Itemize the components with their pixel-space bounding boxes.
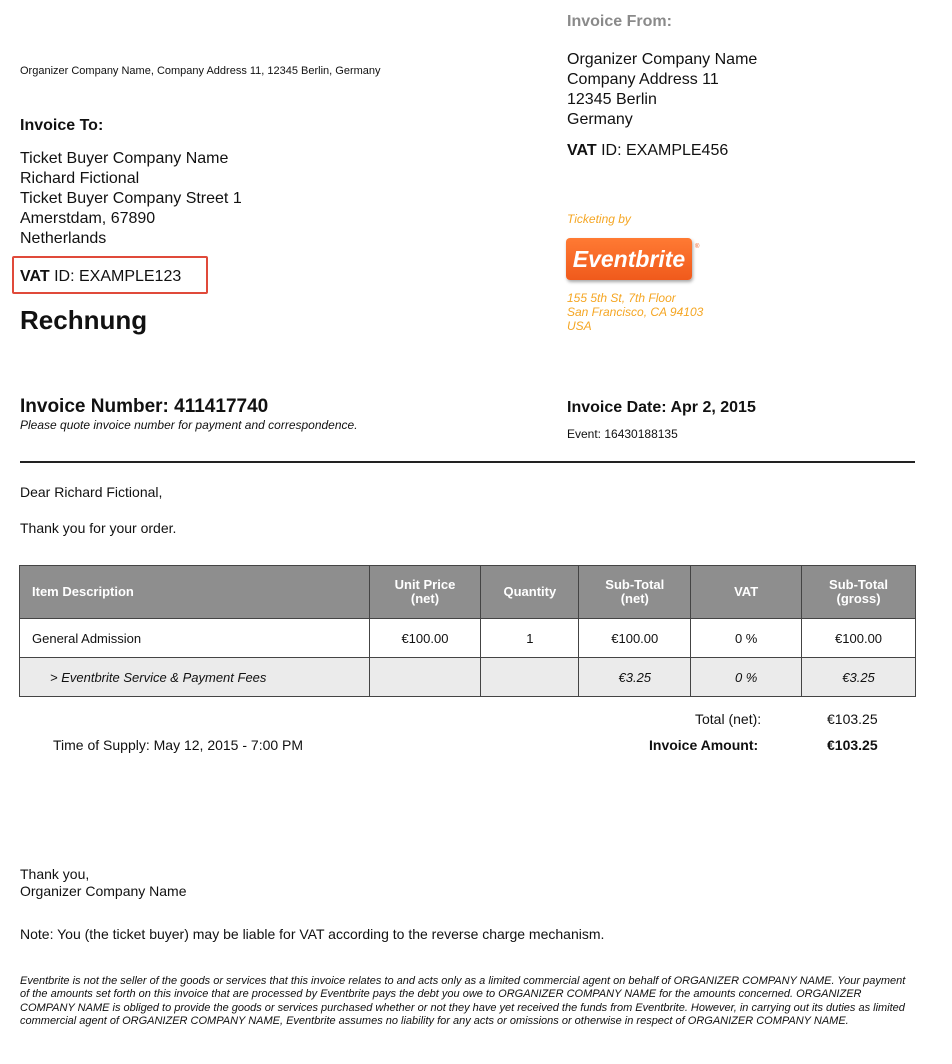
buyer-vat-id [20, 268, 181, 286]
invoice-date-label: Invoice Date: [567, 399, 667, 416]
table-row [20, 619, 916, 658]
cell-subtotal-net: €100.00 [579, 619, 691, 658]
invoice-to-address [20, 149, 242, 249]
table-row [20, 658, 916, 697]
eventbrite-address-line: 155 5th St, 7th Floor [567, 291, 676, 305]
cell-vat: 0 % [691, 619, 802, 658]
sender-address-line: Organizer Company Name, Company Address 11, 12345 Berlin, Germany [20, 65, 381, 77]
closing-line: Organizer Company Name [20, 883, 187, 899]
eventbrite-logo: Eventbrite [566, 238, 692, 280]
cell-description: General Admission [20, 619, 370, 658]
cell-vat: 0 % [691, 658, 802, 697]
closing-line: Thank you, [20, 866, 90, 882]
invoice-to-line: Ticket Buyer Company Street 1 [20, 190, 242, 207]
cell-quantity: 1 [481, 619, 579, 658]
invoice-to-line: Ticket Buyer Company Name [20, 150, 229, 167]
invoice-amount-label: Invoice Amount: [649, 737, 759, 753]
thanks-order: Thank you for your order. [20, 520, 177, 536]
cell-unit-price: €100.00 [369, 619, 481, 658]
invoice-to-line: Amerstdam, 67890 [20, 210, 156, 227]
invoice-to-line: Richard Fictional [20, 170, 140, 187]
eventbrite-address-line: San Francisco, CA 94103 [567, 305, 704, 319]
col-header-subtotal-gross: Sub-Total (gross) [802, 566, 916, 619]
invoice-from-line: Company Address 11 [567, 71, 719, 88]
time-of-supply: Time of Supply: May 12, 2015 - 7:00 PM [53, 737, 304, 753]
event-id: Event: 16430188135 [567, 427, 678, 441]
col-header-quantity: Quantity [481, 566, 579, 619]
cell-subtotal-net: €3.25 [579, 658, 691, 697]
col-header-unit-price: Unit Price (net) [369, 566, 481, 619]
ticketing-by-label: Ticketing by [567, 212, 631, 226]
legal-disclaimer: Eventbrite is not the seller of the goods or services that this invoice relates to and acts only as a limited commercial agent on behalf of ORGANIZER COMPANY NAME. Your payment of the amounts set forth on this invoice that are processed by Eventbrite pays the debt you owe to ORGANIZER COMPANY NAME for the amounts concerned. ORGANIZER COMPANY NAME is obliged to provide the goods or services purchased whether or not they have yet received the funds from Eventbrite. However, in carrying out its duties as limited commercial agent of ORGANIZER COMPANY NAME, Eventbrite assumes no liability for any acts or omissions or otherwise in respect of ORGANIZER COMPANY NAME. [20, 975, 906, 1027]
table-header-row [20, 566, 916, 619]
invoice-to-title: Invoice To: [20, 117, 104, 134]
seller-vat-value: ID: EXAMPLE456 [601, 142, 729, 159]
col-header-item-description: Item Description [20, 566, 370, 619]
invoice-from-title: Invoice From: [567, 13, 672, 30]
invoice-date [567, 399, 756, 417]
invoice-number [20, 396, 268, 418]
invoice-from-line: 12345 Berlin [567, 91, 657, 108]
invoice-from-address [567, 50, 757, 130]
cell-unit-price [369, 658, 481, 697]
buyer-vat-label: VAT [20, 268, 50, 285]
invoice-from-line: Organizer Company Name [567, 51, 758, 68]
invoice-to-line: Netherlands [20, 230, 107, 247]
total-net-value: €103.25 [827, 711, 878, 727]
invoice-amount-value: €103.25 [827, 737, 878, 753]
col-header-subtotal-net: Sub-Total (net) [579, 566, 691, 619]
invoice-number-label: Invoice Number: [20, 396, 169, 417]
greeting: Dear Richard Fictional, [20, 484, 163, 500]
cell-subtotal-gross: €100.00 [802, 619, 916, 658]
seller-vat-id [567, 142, 728, 160]
total-net-label: Total (net): [695, 711, 762, 727]
divider [20, 461, 915, 463]
items-table [19, 565, 916, 697]
invoice-number-value: 411417740 [174, 396, 269, 417]
document-title: Rechnung [20, 305, 148, 335]
cell-subtotal-gross: €3.25 [802, 658, 916, 697]
buyer-vat-value: ID: EXAMPLE123 [54, 268, 182, 285]
col-header-vat: VAT [691, 566, 802, 619]
invoice-from-line: Germany [567, 111, 633, 128]
cell-quantity [481, 658, 579, 697]
invoice-date-value: Apr 2, 2015 [670, 399, 756, 416]
cell-description: > Eventbrite Service & Payment Fees [20, 658, 370, 697]
seller-vat-label: VAT [567, 142, 597, 159]
registered-mark: ® [695, 244, 700, 250]
vat-note: Note: You (the ticket buyer) may be liable for VAT according to the reverse charge mechanism. [20, 926, 605, 942]
eventbrite-address-line: USA [567, 319, 592, 333]
closing [20, 866, 187, 900]
invoice-number-note: Please quote invoice number for payment and correspondence. [20, 418, 358, 432]
eventbrite-address [567, 291, 703, 333]
